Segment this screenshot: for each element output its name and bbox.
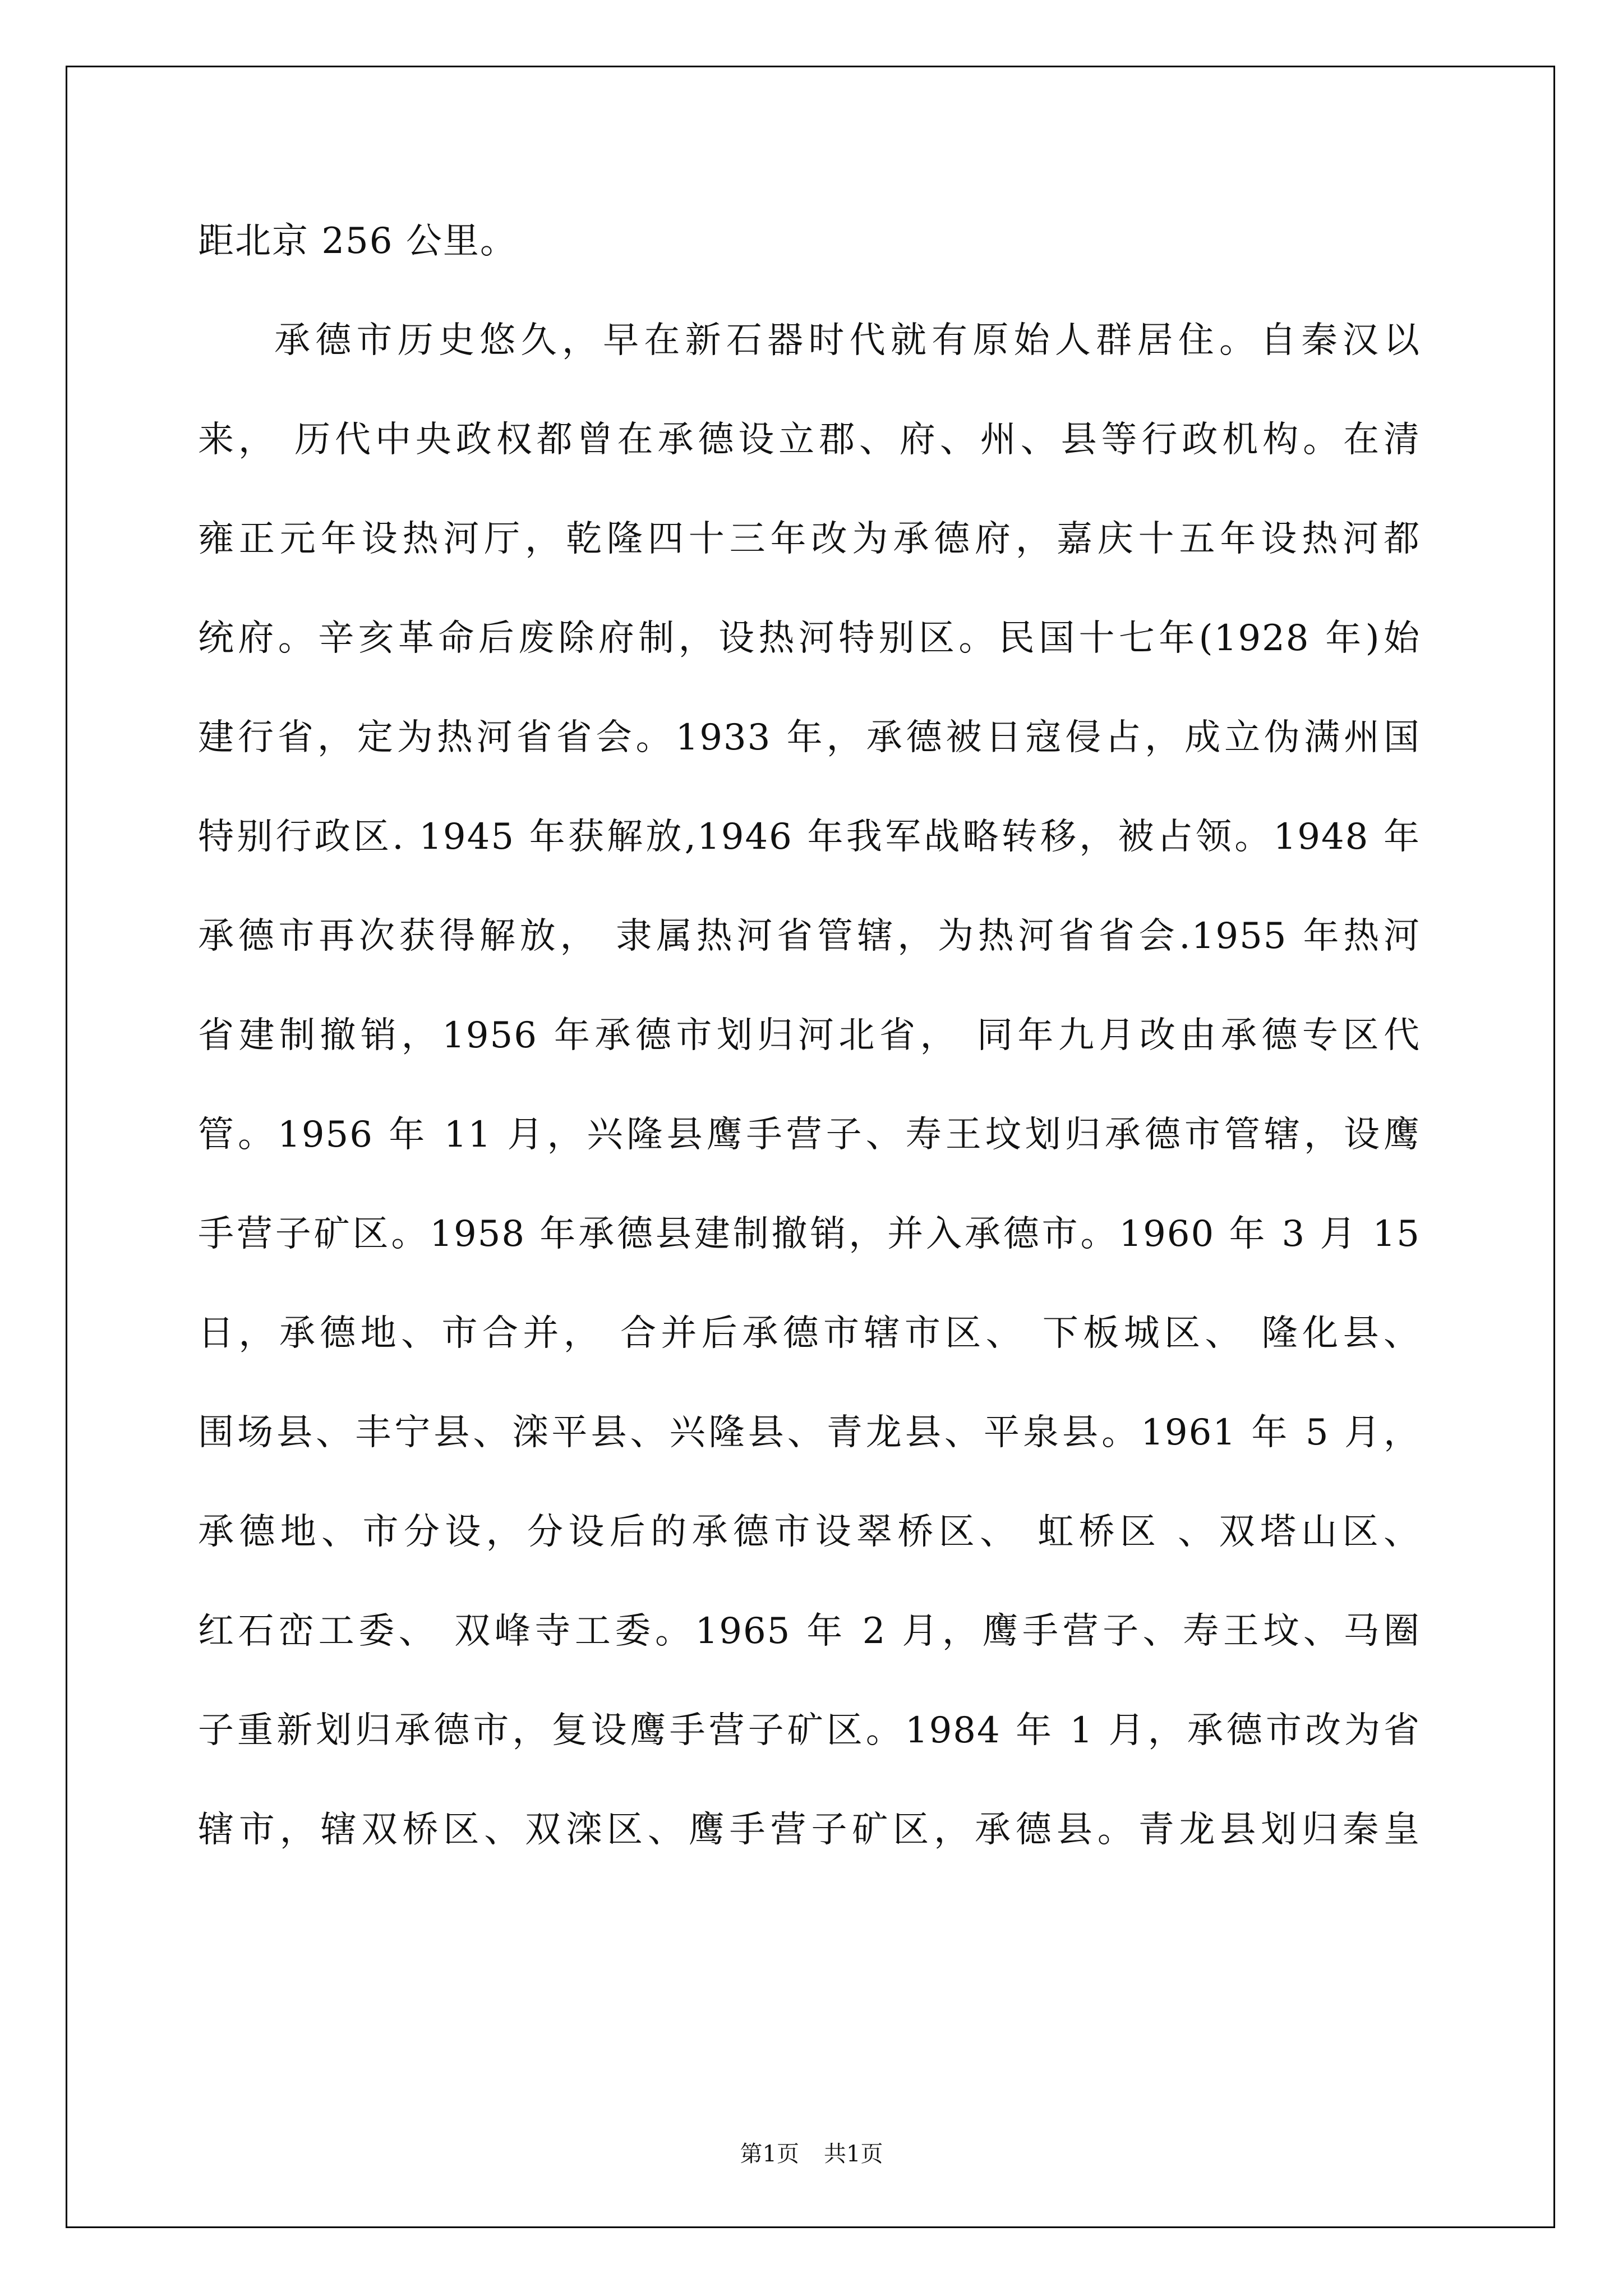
page-total: 共1页 xyxy=(824,2141,883,2167)
text-line: 管。1956 年 11 月，兴隆县鹰手营子、寿王坟划归承德市管辖，设鹰 xyxy=(198,1114,1421,1156)
text-line: 承德市再次获得解放， 隶属热河省管辖，为热河省省会.1955 年热河 xyxy=(198,915,1421,957)
page-footer xyxy=(0,2140,1623,2168)
text-line: 日，承德地、市合并， 合并后承德市辖市区、 下板城区、 隆化县、 xyxy=(198,1313,1421,1354)
text-line: 距北京 256 公里。 xyxy=(198,220,517,262)
text-line: 辖市，辖双桥区、双滦区、鹰手营子矿区，承德县。青龙县划归秦皇 xyxy=(198,1809,1421,1851)
text-line: 承德地、市分设，分设后的承德市设翠桥区、 虹桥区 、双塔山区、 xyxy=(198,1511,1421,1553)
text-line: 围场县、丰宁县、滦平县、兴隆县、青龙县、平泉县。1961 年 5 月， xyxy=(198,1412,1421,1453)
text-line: 建行省，定为热河省省会。1933 年，承德被日寇侵占，成立伪满州国 xyxy=(198,717,1421,758)
text-line: 子重新划归承德市，复设鹰手营子矿区。1984 年 1 月，承德市改为省 xyxy=(198,1710,1421,1751)
text-line: 特别行政区. 1945 年获解放,1946 年我军战略转移，被占领。1948 年 xyxy=(198,816,1421,858)
text-line: 红石峦工委、 双峰寺工委。1965 年 2 月，鹰手营子、寿王坟、马圈 xyxy=(198,1611,1421,1652)
text-line: 统府。辛亥革命后废除府制，设热河特别区。民国十七年(1928 年)始 xyxy=(198,618,1421,659)
text-line: 省建制撤销，1956 年承德市划归河北省， 同年九月改由承德专区代 xyxy=(198,1015,1421,1056)
text-line: 来， 历代中央政权都曾在承德设立郡、府、州、县等行政机构。在清 xyxy=(198,419,1421,461)
text-line: 手营子矿区。1958 年承德县建制撤销，并入承德市。1960 年 3 月 15 xyxy=(198,1213,1421,1255)
text-line: 雍正元年设热河厅，乾隆四十三年改为承德府，嘉庆十五年设热河都 xyxy=(198,518,1421,560)
page-number: 第1页 xyxy=(740,2141,799,2167)
document-body xyxy=(198,213,1421,1901)
paragraph-first-line: 承德市历史悠久，早在新石器时代就有原始人群居住。自秦汉以 xyxy=(274,320,1421,361)
